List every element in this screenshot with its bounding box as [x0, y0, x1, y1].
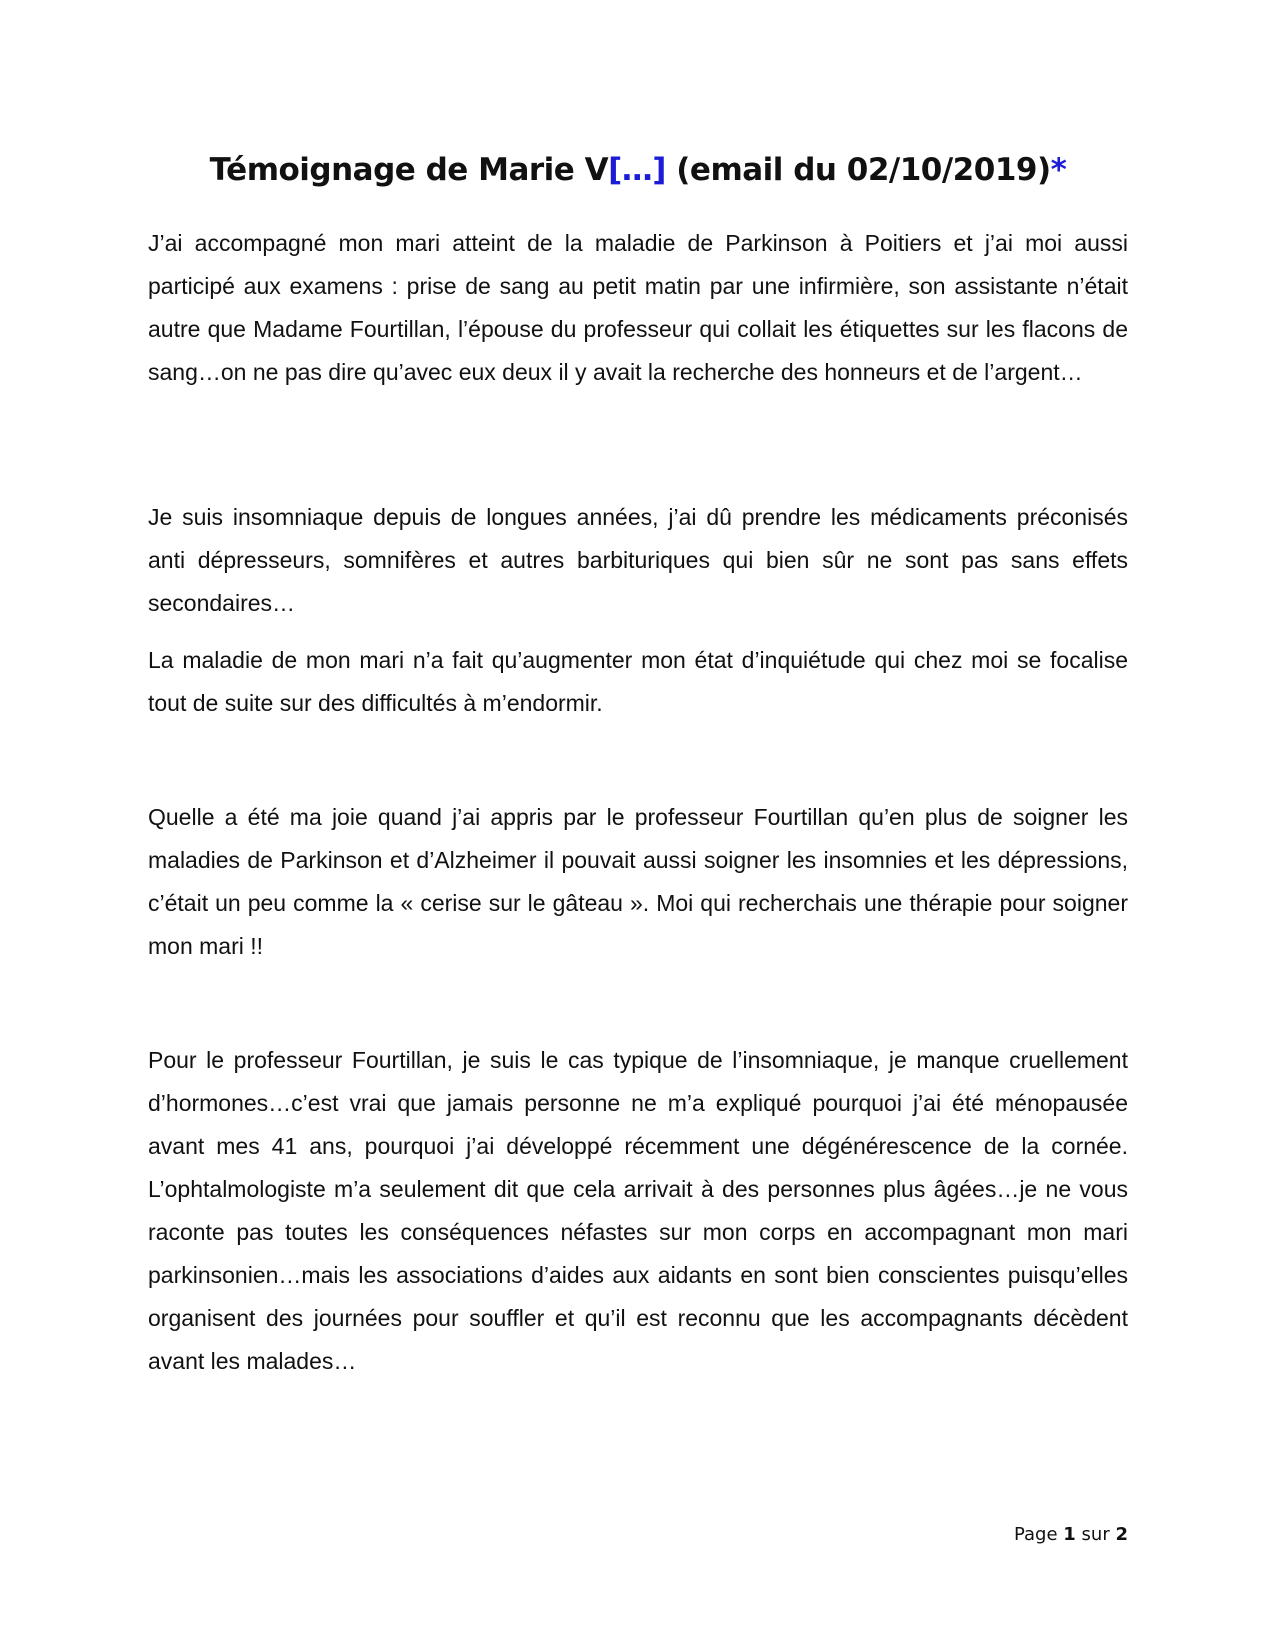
title-suffix: (email du 02/10/2019): [665, 152, 1051, 188]
title-prefix: Témoignage de Marie V: [209, 152, 609, 188]
footer-page-label: Page: [1013, 1524, 1064, 1545]
title-asterisk: *: [1050, 152, 1067, 188]
paragraph-1: J’ai accompagné mon mari atteint de la maladie de Parkinson à Poitiers et j’ai moi aussi participé aux examens : prise de sang au petit matin par une infirmière, son assistante n’était autre que Madame Fourtillan, l’épouse du professeur qui collait les étiquettes sur les flacons de sang…on ne pas dire qu’avec eux deux il y avait la recherche des honneurs et de l’argent…: [148, 230, 1128, 385]
footer-of-label: sur: [1075, 1524, 1116, 1545]
footer-total-pages: 2: [1115, 1524, 1128, 1545]
document-title: [148, 150, 1128, 190]
paragraph-2: Je suis insomniaque depuis de longues années, j’ai dû prendre les médicaments préconisés anti dépresseurs, somnifères et autres barbituriques qui bien sûr ne sont pas sans effets secondaires…: [148, 504, 1128, 616]
paragraph-3: La maladie de mon mari n’a fait qu’augmenter mon état d’inquiétude qui chez moi se focalise tout de suite sur des difficultés à m’endormir.: [148, 647, 1128, 716]
page-number-footer: [1014, 1523, 1128, 1547]
paragraph-4: Quelle a été ma joie quand j’ai appris par le professeur Fourtillan qu’en plus de soigner les maladies de Parkinson et d’Alzheimer il pouvait aussi soigner les insomnies et les dépressions, c’était un peu comme la « cerise sur le gâteau ». Moi qui recherchais une thérapie pour soigner mon mari !!: [148, 804, 1128, 959]
footer-current-page: 1: [1063, 1524, 1076, 1545]
paragraph-5: Pour le professeur Fourtillan, je suis le cas typique de l’insomniaque, je manque cruellement d’hormones…c’est vrai que jamais personne ne m’a expliqué pourquoi j’ai été ménopausée avant mes 41 ans, pourquoi j’ai développé récemment une dégénérescence de la cornée. L’ophtalmologiste m’a seulement dit que cela arrivait à des personnes plus âgées…je ne vous raconte pas toutes les conséquences néfastes sur mon corps en accompagnant mon mari parkinsonien…mais les associations d’aides aux aidants en sont bien conscientes puisqu’elles organisent des journées pour souffler et qu’il est reconnu que les accompagnants décèdent avant les malades…: [148, 1047, 1128, 1374]
title-redaction: […]: [608, 152, 666, 188]
